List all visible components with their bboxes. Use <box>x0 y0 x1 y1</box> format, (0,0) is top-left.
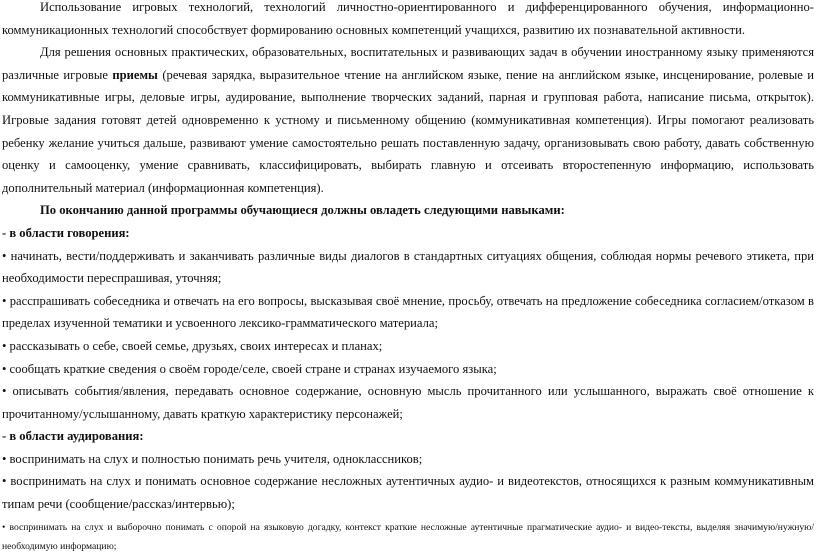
speaking-list-item: • расспрашивать собеседника и отвечать на его вопросы, высказывая своё мнение, просьбу, отвечать на предложение собеседника согласием/отказом в пределах изученной тематики и усвоенного лексико-грамматического материала; <box>2 293 814 331</box>
skills-heading: По окончанию данной программы обучающиеся должны овладеть следующими навыками: <box>40 203 565 218</box>
listening-list-item: • воспринимать на слух и полностью понимать речь учителя, одноклассников; <box>2 451 423 466</box>
listening-list-item-small: • воспринимать на слух и выборочно понимать с опорой на языковую догадку, контекст краткие несложные аутентичные прагматические аудио- и видео-тексты, выделяя значимую/нужную/необходимую информацию; <box>2 521 814 552</box>
speaking-list-item: • сообщать краткие сведения о своём городе/селе, своей стране и странах изучаемого языка; <box>2 361 497 376</box>
speaking-list-item: • рассказывать о себе, своей семье, друзьях, своих интересах и планах; <box>2 338 383 353</box>
intro-paragraph: Использование игровых технологий, технологий личностно-ориентированного и дифференцированного обучения, информационно-коммуникационных технологий способствует формированию основных компетенций учащихся, развитию их познавательной активности. <box>2 0 814 37</box>
techniques-emphasis: приемы <box>112 67 158 82</box>
speaking-heading: - в области говорения: <box>2 225 130 240</box>
listening-heading: - в области аудирования: <box>2 429 144 444</box>
techniques-paragraph-end: (речевая зарядка, выразительное чтение на английском языке, пение на английском языке, инсценирование, ролевые и коммуникативные игры, деловые игры, аудирование, выполнение творческих заданий, парная и групповая работа, написание письма, открыток). Игровые задания готовят детей одновременно к устному и письменному общению (коммуникативная компетенция). Игры помогают реализовать ребенку желание учиться дальше, развивают умение самостоятельно решать поставленную задачу, организовывать свою работу, давать собственную оценку и самооценку, умение сравнивать, классифицировать, выбирать главную и отсеивать второстепенную информацию, использовать дополнительный материал (информационная компетенция). <box>2 67 814 195</box>
techniques-paragraph-start: Для решения основных практических, образовательных, воспитательных и развивающих задач в обучении иностранному языку применяются различные игровые <box>2 45 814 82</box>
listening-list-item: • воспринимать на слух и понимать основное содержание несложных аутентичных аудио- и видеотекстов, относящихся к разным коммуникативным типам речи (сообщение/рассказ/интервью); <box>2 474 814 512</box>
document-page <box>2 0 814 556</box>
techniques-paragraph <box>2 41 814 199</box>
speaking-list-item: • начинать, вести/поддерживать и заканчивать различные виды диалогов в стандартных ситуациях общения, соблюдая нормы речевого этикета, при необходимости переспрашивая, уточняя; <box>2 248 814 286</box>
speaking-list-item: • описывать события/явления, передавать основное содержание, основную мысль прочитанного или услышанного, выражать своё отношение к прочитанному/услышанному, давать краткую характеристику персонажей; <box>2 384 814 421</box>
